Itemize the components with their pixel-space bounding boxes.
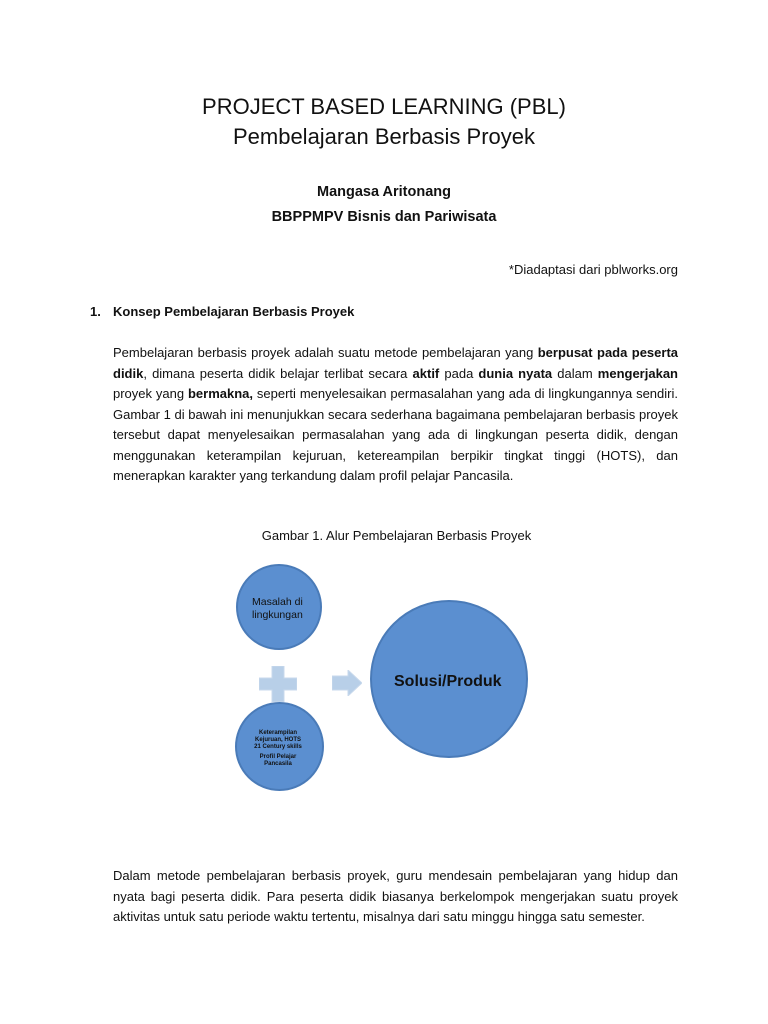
title-line-2: Pembelajaran Berbasis Proyek bbox=[232, 124, 536, 149]
skills-label bbox=[246, 730, 310, 768]
p1-text: seperti menyelesaikan permasalahan yang ada di lingkungannya sendiri. Gambar 1 di bawah ini menunjukkan secara sederhana bagaimana pembelajaran berbasis proyek tersebut dapat menyelesaikan permasalahan yang ada di lingkungan peserta didik, dengan menggunakan keterampilan kejuruan, ketereampilan berpikir tingkat tinggi (HOTS), dan menerapkan karakter yang terkandung dalam profil pelajar Pancasila. bbox=[113, 386, 678, 483]
section-number: 1. bbox=[90, 304, 101, 319]
author-name: Mangasa Aritonang bbox=[316, 184, 451, 200]
section-title: Konsep Pembelajaran Berbasis Proyek bbox=[113, 304, 355, 319]
problem-label bbox=[252, 596, 303, 622]
arrow-right-icon bbox=[332, 670, 362, 696]
p1-text: Pembelajaran berbasis proyek adalah suatu metode pembelajaran yang bbox=[113, 345, 538, 360]
skills-label-line: 21 Century skills bbox=[254, 744, 302, 750]
p1-bold: mengerjakan bbox=[597, 365, 678, 381]
p1-text: proyek yang bbox=[113, 386, 188, 401]
paragraph-1 bbox=[113, 343, 678, 487]
p1-bold: berpusat pada peserta didik bbox=[113, 345, 679, 381]
p1-text: , dimana peserta didik belajar terlibat secara bbox=[143, 365, 413, 381]
title-line-1: PROJECT BASED LEARNING (PBL) bbox=[202, 94, 566, 119]
p1-text: dalam bbox=[552, 365, 598, 381]
skills-label-line: Profil Pelajar bbox=[259, 754, 297, 760]
p1-bold: dunia nyata bbox=[478, 365, 553, 381]
p1-bold: aktif bbox=[412, 365, 440, 381]
paragraph-2: Dalam metode pembelajaran berbasis proyek, guru mendesain pembelajaran yang hidup dan nyata bagi peserta didik. Para peserta didik biasanya berkelompok mengerjakan suatu proyek aktivitas untuk satu periode waktu tertentu, misalnya dari satu minggu hingga satu semester. bbox=[113, 868, 678, 924]
skills-label-line: Pancasila bbox=[264, 761, 292, 767]
author-block bbox=[0, 180, 768, 230]
p1-bold: bermakna, bbox=[187, 386, 254, 401]
document-title bbox=[0, 92, 768, 152]
author-institution: BBPPMPV Bisnis dan Pariwisata bbox=[271, 209, 497, 225]
solution-label: Solusi/Produk bbox=[394, 673, 502, 690]
problem-label-line: lingkungan bbox=[252, 609, 303, 621]
figure-caption: Gambar 1. Alur Pembelajaran Berbasis Proyek bbox=[261, 528, 532, 543]
pbl-flow-diagram bbox=[232, 562, 532, 812]
plus-icon bbox=[259, 666, 297, 702]
source-note: *Diadaptasi dari pblworks.org bbox=[508, 262, 678, 277]
p1-text: pada bbox=[439, 365, 479, 381]
skills-label-line: Keterampilan bbox=[258, 730, 297, 736]
skills-label-line: Kejuruan, HOTS bbox=[254, 737, 301, 743]
section-heading bbox=[90, 304, 354, 319]
problem-label-line: Masalah di bbox=[252, 596, 303, 608]
